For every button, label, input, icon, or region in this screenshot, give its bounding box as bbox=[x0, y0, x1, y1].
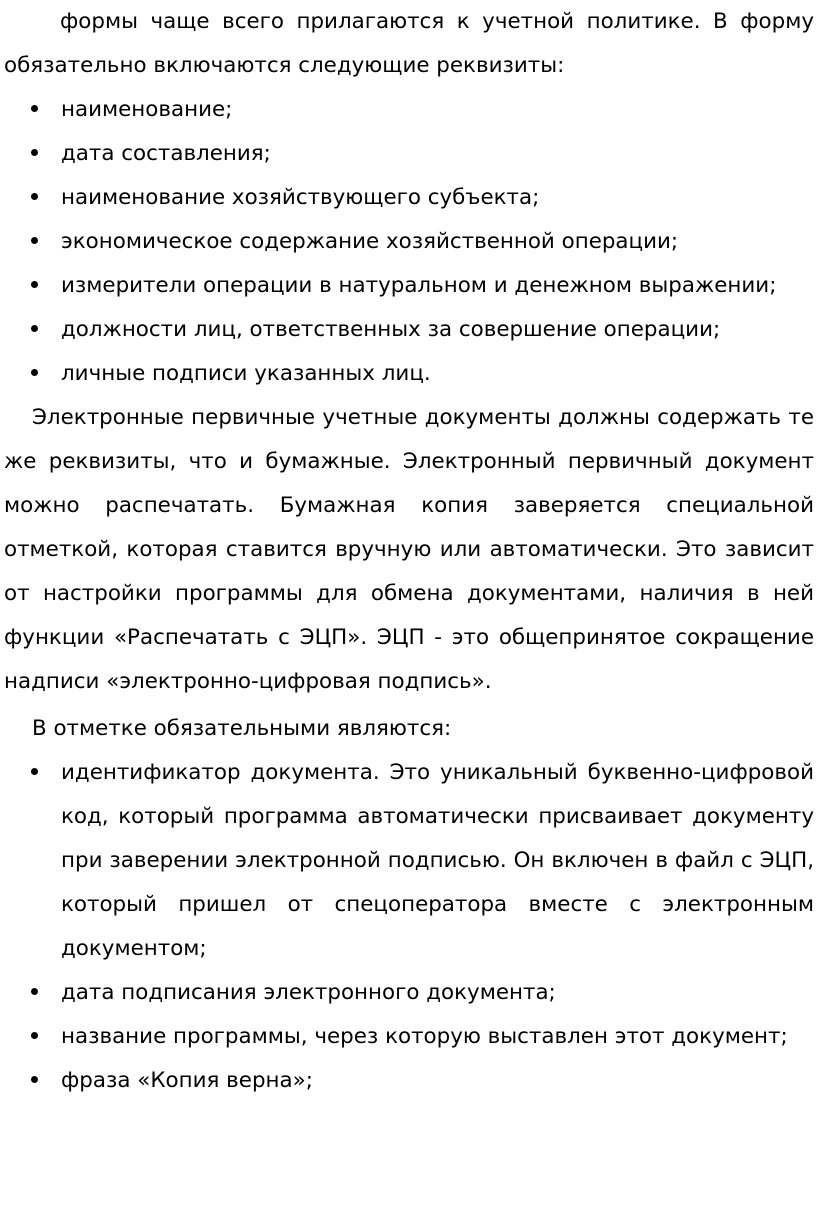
list-item bbox=[4, 352, 814, 396]
bullet-icon bbox=[29, 132, 39, 176]
list-item bbox=[4, 220, 814, 264]
list-item-text: должности лиц, ответственных за совершение операции; bbox=[61, 317, 721, 342]
bullet-icon bbox=[29, 176, 39, 220]
bullet-icon bbox=[29, 220, 39, 264]
list-item bbox=[4, 308, 814, 352]
bullet-icon bbox=[29, 1015, 39, 1059]
list-item-text: измерители операции в натуральном и денежном выражении; bbox=[61, 273, 777, 298]
list-item-text: идентификатор документа. Это уникальный буквенно-цифровой код, который программа автоматически присваивает документу при заверении электронной подписью. Он включен в файл с ЭЦП, который пришел от спецоператора вместе с электронным документом; bbox=[61, 760, 814, 961]
bullet-icon bbox=[29, 308, 39, 352]
electronic-documents-paragraph: Электронные первичные учетные документы должны содержать те же реквизиты, что и бумажные. Электронный первичный документ можно распечатать. Бумажная копия заверяется специальной отметкой, которая ставится вручную или автоматически. Это зависит от настройки программы для обмена документами, наличия в ней функции «Распечатать с ЭЦП». ЭЦП - это общепринятое сокращение надписи «электронно-цифровая подпись». bbox=[4, 405, 814, 694]
bullet-icon bbox=[29, 352, 39, 396]
bullet-icon bbox=[29, 1059, 39, 1103]
list-item-text: личные подписи указанных лиц. bbox=[61, 361, 431, 386]
bullet-icon bbox=[29, 264, 39, 308]
intro-paragraph: формы чаще всего прилагаются к учетной политике. В форму обязательно включаются следующие реквизиты: bbox=[4, 9, 814, 78]
bullet-icon bbox=[29, 88, 39, 132]
list-item-text: экономическое содержание хозяйственной операции; bbox=[61, 229, 679, 254]
list-item-text: наименование хозяйствующего субъекта; bbox=[61, 185, 540, 210]
mark-list bbox=[4, 751, 814, 1103]
list-item-text: название программы, через которую выставлен этот документ; bbox=[61, 1024, 788, 1049]
list-item bbox=[4, 176, 814, 220]
mark-heading: В отметке обязательными являются: bbox=[32, 716, 452, 741]
list-item bbox=[4, 88, 814, 132]
list-item-text: дата подписания электронного документа; bbox=[61, 980, 556, 1005]
list-item bbox=[4, 1015, 814, 1059]
list-item-text: наименование; bbox=[61, 97, 233, 122]
list-item bbox=[4, 1059, 814, 1103]
requisites-list bbox=[4, 88, 814, 396]
list-item bbox=[4, 971, 814, 1015]
list-item bbox=[4, 264, 814, 308]
list-item bbox=[4, 132, 814, 176]
list-item bbox=[4, 751, 814, 971]
bullet-icon bbox=[29, 751, 39, 795]
list-item-text: дата составления; bbox=[61, 141, 271, 166]
list-item-text: фраза «Копия верна»; bbox=[61, 1068, 313, 1093]
bullet-icon bbox=[29, 971, 39, 1015]
